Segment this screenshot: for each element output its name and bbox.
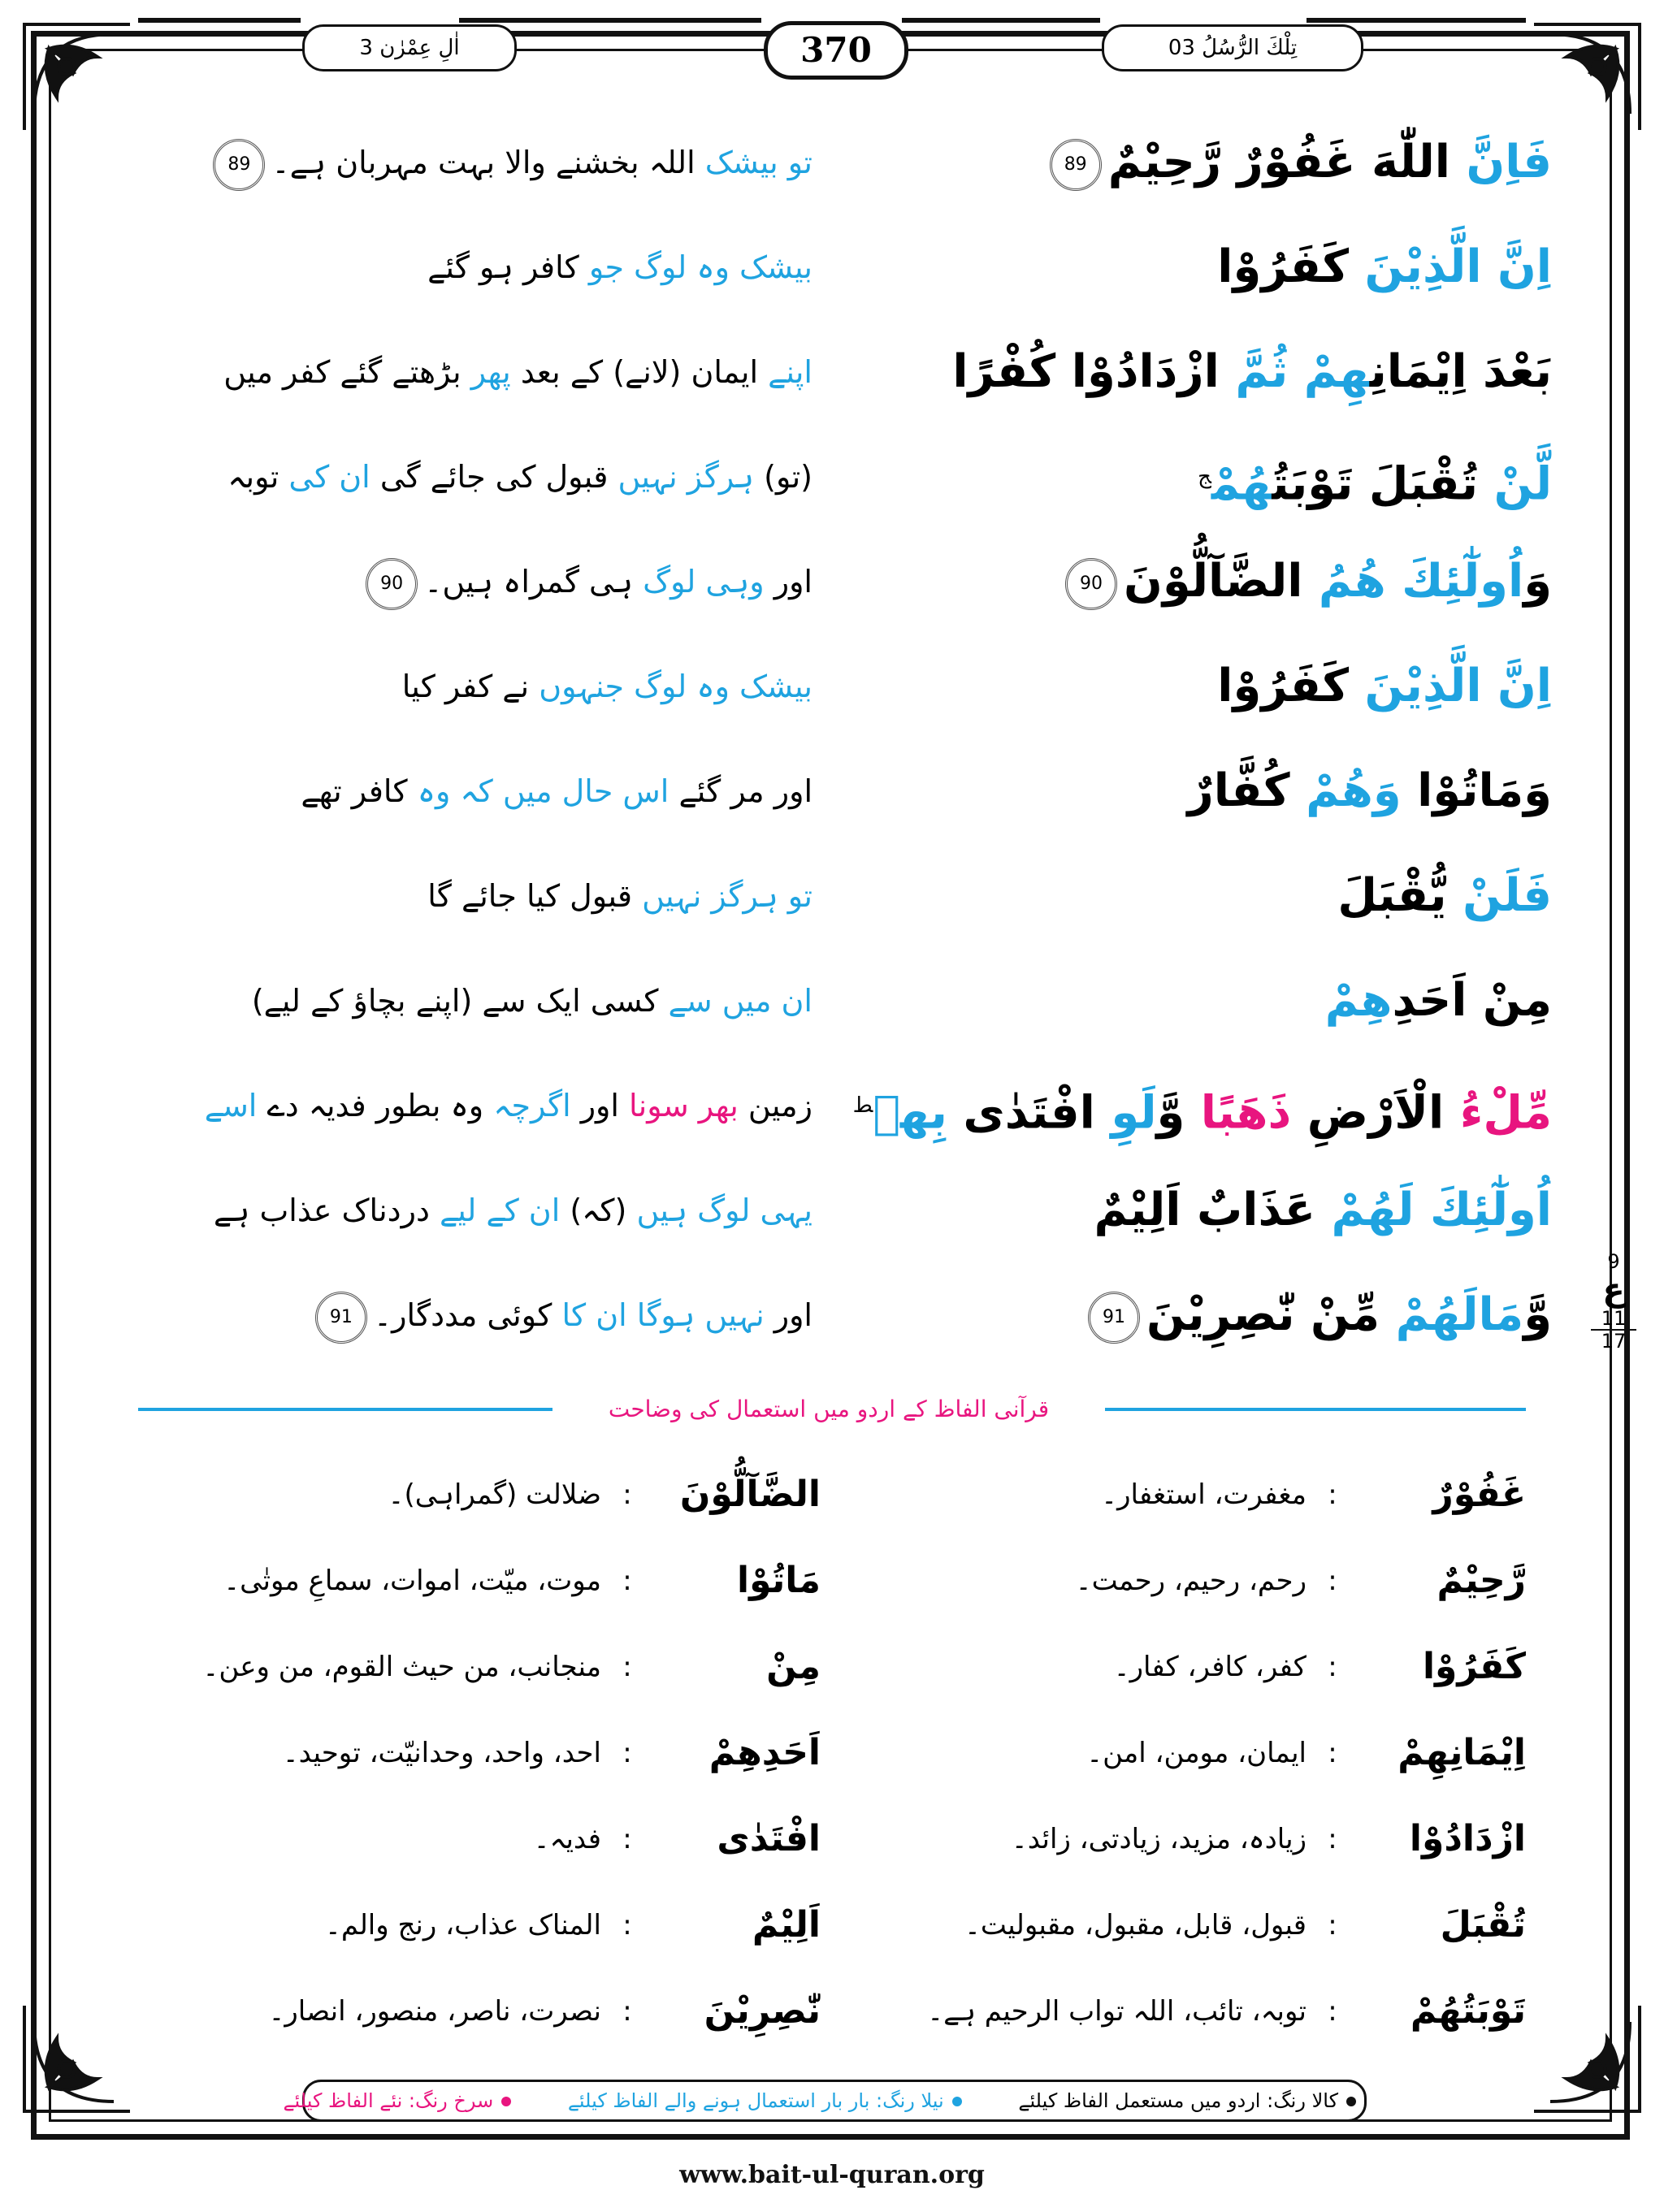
glossary-row	[138, 1971, 1526, 2052]
header-rule-left	[138, 18, 301, 23]
urdu-segment: (تو)	[754, 459, 812, 495]
arabic-segment: هِمْ ثُمَّ	[1235, 345, 1370, 398]
urdu-translation-text	[138, 638, 812, 735]
urdu-segment: ان میں سے	[668, 983, 812, 1019]
urdu-segment: اللہ بخشنے والا بہت مہربان ہے۔	[271, 145, 705, 180]
glossary-definition: کفر، کافر، کفار۔	[1113, 1651, 1306, 1683]
urdu-segment: اسے	[204, 1088, 258, 1123]
glossary-word: اَحَدِهِمْ	[708, 1732, 821, 1773]
divider-line-left	[138, 1408, 552, 1411]
urdu-segment: کافر تھے	[301, 773, 418, 809]
ruku-symbol: ع	[1602, 1271, 1625, 1309]
glossary-colon: :	[1328, 1909, 1337, 1941]
glossary-definition: ایمان، مومن، امن۔	[1086, 1737, 1306, 1769]
glossary-colon: :	[622, 1478, 632, 1511]
ruku-mid-number: 11	[1591, 1308, 1636, 1331]
arabic-segment: فَلَنْ	[1462, 869, 1552, 922]
urdu-segment: قبول کی جائے گی	[370, 459, 618, 495]
arabic-segment: هُمْ	[1211, 457, 1272, 511]
ruku-marker	[1591, 1251, 1636, 1352]
glossary-entry	[138, 1885, 821, 1966]
arabic-segment: اُولٰٓئِكَ هُمُ	[1318, 555, 1524, 608]
urdu-segment: قبول کیا جائے گا	[427, 878, 643, 914]
glossary-colon: :	[622, 1995, 632, 2028]
verse-row	[138, 638, 1552, 735]
glossary-word: كَفَرُوْا	[1422, 1646, 1526, 1687]
glossary-definition: ضلالت (گمراہی)۔	[388, 1478, 601, 1511]
glossary-word: نّٰصِرِيْنَ	[704, 1990, 821, 2032]
legend-black: کالا رنگ: اردو میں مستعمل الفاظ کیلئے	[1018, 2089, 1338, 2112]
color-legend	[283, 2080, 1367, 2122]
glossary-colon: :	[1328, 1823, 1337, 1855]
urdu-segment: ہرگز نہیں	[618, 459, 755, 495]
urdu-segment: وہ بطور فدیہ دے	[257, 1088, 494, 1123]
urdu-segment: بیشک وہ لوگ جنہوں	[539, 669, 812, 704]
glossary-definition: توبہ، تائب، اللہ تواب الرحیم ہے۔	[927, 1995, 1306, 2028]
glossary-definition: رحم، رحیم، رحمت۔	[1075, 1565, 1306, 1597]
urdu-segment: اور	[570, 1088, 630, 1123]
arabic-verse-text	[739, 428, 1552, 534]
corner-ornament-top-left	[16, 16, 138, 138]
urdu-segment: اور	[764, 564, 812, 600]
arabic-segment: الْاَرْضِ	[1291, 1086, 1460, 1140]
waqf-mark: ج	[1198, 465, 1211, 489]
urdu-translation-text	[138, 323, 812, 421]
glossary-row	[138, 1540, 1526, 1621]
glossary-entry	[843, 1626, 1526, 1708]
urdu-segment: زمین	[738, 1088, 812, 1123]
urdu-segment: کسی ایک سے (اپنے بچاؤ کے لیے)	[251, 983, 669, 1019]
para-label: تِلْكَ الرُّسُلُ 03	[1102, 24, 1363, 71]
urdu-translation-text	[138, 428, 812, 526]
urdu-translation-text	[138, 847, 812, 945]
arabic-segment: كَفَرُوْا	[1217, 240, 1365, 293]
urdu-translation-text	[138, 219, 812, 316]
urdu-segment: کافر ہو گئے	[427, 249, 589, 285]
glossary-row	[138, 1799, 1526, 1880]
arabic-segment: مِّنْ نّٰصِرِيْنَ	[1146, 1288, 1396, 1341]
arabic-segment: فَاِنَّ	[1466, 136, 1552, 188]
arabic-segment: لَّنْ	[1493, 457, 1552, 511]
glossary-word: تُقْبَلَ	[1440, 1904, 1526, 1946]
glossary-entry	[843, 1712, 1526, 1794]
verse-row	[138, 533, 1552, 630]
glossary-colon: :	[1328, 1565, 1337, 1597]
glossary-definition: احد، واحد، وحدانیّت، توحید۔	[282, 1737, 601, 1769]
urdu-segment: ہی گمراہ ہیں۔	[424, 564, 644, 600]
glossary-entry	[843, 1885, 1526, 1966]
arabic-verse-text	[739, 533, 1552, 630]
page-number: 370	[764, 21, 908, 80]
arabic-segment: اَحَدِ	[1392, 974, 1483, 1027]
ayah-number-badge: 91	[315, 1292, 367, 1344]
urdu-segment: یہی لوگ ہیں	[636, 1193, 812, 1228]
glossary-entry	[138, 1540, 821, 1621]
arabic-segment: وَّ	[1156, 1086, 1201, 1140]
glossary-colon: :	[622, 1823, 632, 1855]
arabic-segment: الضَّآلُّوْنَ	[1124, 555, 1319, 608]
urdu-segment: (کہ)	[560, 1193, 637, 1228]
arabic-segment: كَفَرُوْا	[1217, 660, 1365, 712]
header-rule-mid-left	[459, 18, 761, 23]
urdu-segment: ایمان (لانے) کے بعد	[510, 354, 769, 390]
arabic-segment: ذَهَبًا	[1200, 1086, 1292, 1140]
verse-row	[138, 323, 1552, 421]
verse-row	[138, 742, 1552, 840]
urdu-translation-text	[138, 952, 812, 1050]
arabic-segment: بَعْدَ اِيْمَانِ	[1369, 345, 1552, 398]
glossary-word: مَاتُوْا	[737, 1560, 821, 1601]
glossary-definition: نصرت، ناصر، منصور، انصار۔	[268, 1995, 601, 2028]
arabic-verse-text	[739, 1057, 1552, 1162]
urdu-segment: نہیں ہوگا	[636, 1297, 765, 1333]
glossary-colon: :	[622, 1651, 632, 1683]
arabic-segment: بِهٖ	[873, 1086, 947, 1140]
arabic-segment: وَ	[1523, 555, 1552, 608]
urdu-segment: اس حال میں کہ وہ	[417, 773, 670, 809]
urdu-segment: ان کی	[288, 459, 370, 495]
arabic-verse-text	[739, 114, 1552, 211]
arabic-verse-text	[739, 1266, 1552, 1364]
verse-row	[138, 847, 1552, 945]
glossary-entry	[843, 1454, 1526, 1535]
urdu-segment: اگرچہ	[493, 1088, 571, 1123]
urdu-segment: پھر	[470, 354, 511, 390]
ayah-number-badge: 90	[366, 558, 418, 610]
urdu-segment: وہی لوگ	[643, 564, 765, 600]
glossary-row	[138, 1712, 1526, 1794]
verse-row	[138, 1266, 1552, 1364]
glossary-word: رَّحِيْمٌ	[1436, 1560, 1526, 1601]
glossary-word: مِنْ	[766, 1646, 821, 1687]
ruku-top-number: 9	[1607, 1250, 1620, 1273]
glossary-word: اَلِيْمٌ	[752, 1904, 821, 1946]
urdu-segment: اپنے	[768, 354, 812, 390]
urdu-segment: تو بیشک	[704, 145, 812, 180]
website-url: www.bait-ul-quran.org	[679, 2161, 985, 2189]
urdu-segment: بڑھتے گئے کفر میں	[223, 354, 471, 390]
ruku-bottom-number: 17	[1601, 1330, 1627, 1353]
glossary-colon: :	[622, 1565, 632, 1597]
urdu-translation-text	[138, 1057, 812, 1154]
urdu-segment: بیشک وہ لوگ جو	[588, 249, 812, 285]
glossary-entry	[138, 1626, 821, 1708]
glossary-row	[138, 1454, 1526, 1535]
arabic-segment: مِّلْءُ	[1459, 1086, 1552, 1140]
urdu-segment: اور مر گئے	[669, 773, 812, 809]
urdu-segment: کوئی مددگار۔	[373, 1297, 562, 1333]
glossary-word: افْتَدٰى	[717, 1818, 821, 1859]
verse-row	[138, 219, 1552, 316]
ayah-number-badge: 91	[1088, 1292, 1140, 1344]
surah-label: اٰلِ عِمْرٰن 3	[302, 24, 517, 71]
glossary-word: غَفُوْرٌ	[1432, 1474, 1526, 1515]
glossary-entry	[843, 1540, 1526, 1621]
glossary-definition: منجانب، من حیث القوم، من وعن۔	[202, 1651, 601, 1683]
red-dot-icon	[501, 2097, 511, 2106]
corner-ornament-bottom-left	[16, 1998, 138, 2119]
glossary-word: ازْدَادُوْا	[1409, 1818, 1526, 1859]
ayah-number-badge: 89	[213, 139, 265, 191]
arabic-segment: اللّٰهَ غَفُوْرٌ رَّحِيْمٌ	[1107, 136, 1467, 188]
arabic-segment: كُفَّارٌ	[1187, 764, 1306, 817]
urdu-segment: ان کا	[561, 1297, 637, 1333]
arabic-segment: وَمَاتُوْا	[1401, 764, 1552, 817]
urdu-segment: دردناک عذاب ہے	[213, 1193, 440, 1228]
arabic-segment: يُّقْبَلَ	[1337, 869, 1463, 922]
verse-area	[138, 114, 1552, 1381]
glossary-definition: قبول، قابل، مقبول، مقبولیت۔	[964, 1909, 1306, 1941]
arabic-verse-text	[739, 219, 1552, 316]
arabic-segment: اِنَّ الَّذِيْنَ	[1364, 240, 1552, 293]
header-rule-mid-right	[902, 18, 1100, 23]
urdu-segment: توبہ	[228, 459, 289, 495]
arabic-verse-text	[739, 323, 1552, 421]
verse-row	[138, 1162, 1552, 1259]
arabic-segment: تُقْبَلَ تَوْبَتُ	[1272, 457, 1494, 511]
black-dot-icon	[1346, 2097, 1356, 2106]
glossary-colon: :	[622, 1909, 632, 1941]
glossary-definition: زیادہ، مزید، زیادتی، زائد۔	[1011, 1823, 1306, 1855]
arabic-segment: لَوِ	[1111, 1086, 1157, 1140]
glossary-row	[138, 1885, 1526, 1966]
glossary-definition: مغفرت، استغفار۔	[1101, 1478, 1306, 1511]
glossary-row	[138, 1626, 1526, 1708]
glossary-entry	[138, 1799, 821, 1880]
glossary-entry	[843, 1971, 1526, 2052]
glossary-colon: :	[1328, 1995, 1337, 2028]
glossary-definition: موت، میّت، اموات، سماعِ موتٰی۔	[223, 1565, 601, 1597]
verse-row	[138, 952, 1552, 1050]
glossary-entry	[138, 1712, 821, 1794]
header-rule-right	[1306, 18, 1526, 23]
urdu-segment: اور	[764, 1297, 812, 1333]
arabic-segment: وَّ	[1523, 1288, 1552, 1341]
ayah-number-badge: 90	[1065, 558, 1117, 610]
glossary	[138, 1454, 1526, 2071]
urdu-segment: نے کفر کیا	[401, 669, 540, 704]
glossary-word: تَوْبَتُهُمْ	[1410, 1990, 1526, 2032]
arabic-segment: مِنْ	[1482, 974, 1552, 1027]
ayah-number-badge: 89	[1050, 139, 1102, 191]
corner-ornament-bottom-right	[1526, 1998, 1648, 2119]
arabic-segment: ازْدَادُوْا كُفْرًا	[952, 345, 1236, 398]
arabic-verse-text	[739, 952, 1552, 1050]
arabic-verse-text	[739, 1162, 1552, 1259]
legend-red: سرخ رنگ: نئے الفاظ کیلئے	[283, 2089, 494, 2112]
verse-row	[138, 428, 1552, 526]
arabic-segment: عَذَابٌ اَلِيْمٌ	[1094, 1184, 1332, 1236]
divider-line-right	[1105, 1408, 1526, 1411]
blue-dot-icon	[952, 2097, 962, 2106]
urdu-translation-text	[138, 533, 812, 630]
glossary-word: الضَّآلُّوْنَ	[679, 1474, 821, 1515]
glossary-heading: قرآنی الفاظ کے اردو میں استعمال کی وضاحت	[561, 1393, 1097, 1426]
glossary-colon: :	[1328, 1651, 1337, 1683]
urdu-segment: تو ہرگز نہیں	[642, 878, 812, 914]
glossary-colon: :	[622, 1737, 632, 1769]
glossary-definition: المناک عذاب، رنج والم۔	[324, 1909, 601, 1941]
urdu-segment: بھر سونا	[629, 1088, 739, 1123]
urdu-translation-text	[138, 1162, 812, 1259]
arabic-segment: اُولٰٓئِكَ لَهُمْ	[1331, 1184, 1552, 1236]
arabic-segment: وَهُمْ	[1306, 764, 1402, 817]
arabic-verse-text	[739, 847, 1552, 945]
glossary-divider	[138, 1393, 1526, 1426]
waqf-mark: ط	[852, 1093, 873, 1118]
arabic-segment: افْتَدٰى	[947, 1086, 1112, 1140]
verse-row	[138, 114, 1552, 211]
urdu-segment: ان کے لیے	[439, 1193, 561, 1228]
glossary-word: اِيْمَانِهِمْ	[1398, 1732, 1526, 1773]
arabic-segment: هِمْ	[1324, 974, 1393, 1027]
glossary-colon: :	[1328, 1737, 1337, 1769]
verse-row	[138, 1057, 1552, 1154]
urdu-translation-text	[138, 742, 812, 840]
glossary-entry	[138, 1971, 821, 2052]
arabic-segment: مَالَهُمْ	[1395, 1288, 1524, 1341]
urdu-translation-text	[138, 1266, 812, 1364]
arabic-verse-text	[739, 742, 1552, 840]
glossary-colon: :	[1328, 1478, 1337, 1511]
glossary-definition: فدیہ۔	[533, 1823, 601, 1855]
legend-blue: نیلا رنگ: بار بار استعمال ہونے والے الفاظ کیلئے	[567, 2089, 944, 2112]
glossary-entry	[138, 1454, 821, 1535]
urdu-translation-text	[138, 114, 812, 211]
arabic-verse-text	[739, 638, 1552, 735]
glossary-entry	[843, 1799, 1526, 1880]
arabic-segment: اِنَّ الَّذِيْنَ	[1364, 660, 1552, 712]
